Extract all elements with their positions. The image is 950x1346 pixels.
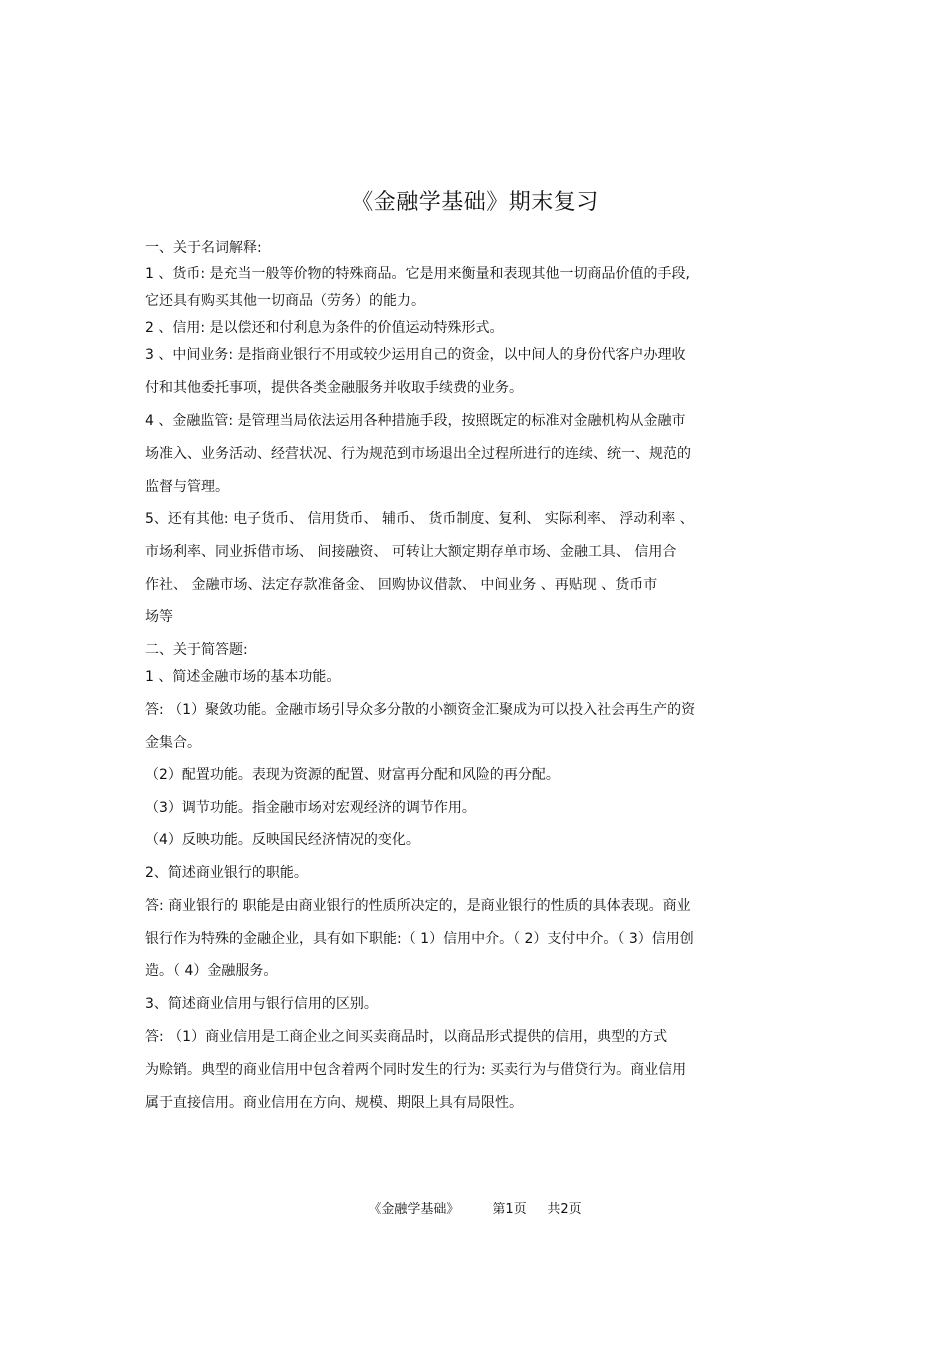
- text-line: （3）调节功能。指金融市场对宏观经济的调节作用。: [145, 800, 476, 816]
- text-line: 3 、中间业务: 是指商业银行不用或较少运用自己的资金，以中间人的身份代客户办理收: [145, 347, 686, 363]
- footer-total-pages: 共2页: [547, 1202, 582, 1217]
- text-line: 2 、信用: 是以偿还和付利息为条件的价值运动特殊形式。: [145, 320, 504, 336]
- text-line: 作社、 金融市场、法定存款准备金、 回购协议借款、 中间业务 、再贴现 、货币市: [145, 577, 658, 593]
- text-line: 5、还有其他: 电子货币、 信用货币、 辅币、 货币制度、复利、 实际利率、 浮动利率 、: [145, 511, 694, 527]
- text-line: （4）反映功能。反映国民经济情况的变化。: [145, 832, 420, 848]
- page-title: 《金融学基础》期末复习: [351, 190, 599, 215]
- text-line: （2）配置功能。表现为资源的配置、财富再分配和风险的再分配。: [145, 767, 560, 783]
- text-line: 答: （1）商业信用是工商企业之间买卖商品时，以商品形式提供的信用，典型的方式: [145, 1029, 668, 1045]
- text-line: 付和其他委托事项，提供各类金融服务并收取手续费的业务。: [145, 380, 523, 396]
- page-footer: [0, 1198, 950, 1217]
- question-heading: 3、简述商业信用与银行信用的区别。: [145, 996, 378, 1012]
- footer-page-number: 第1页: [492, 1202, 527, 1217]
- question-heading: 2、简述商业银行的职能。: [145, 865, 308, 881]
- text-line: 答: 商业银行的 职能是由商业银行的性质所决定的，是商业银行的性质的具体表现。商业: [145, 898, 691, 914]
- text-line: 属于直接信用。商业信用在方向、规模、期限上具有局限性。: [145, 1095, 523, 1111]
- text-line: 为赊销。典型的商业信用中包含着两个同时发生的行为: 买卖行为与借贷行为。商业信用: [145, 1062, 687, 1078]
- text-line: 银行作为特殊的金融企业，具有如下职能:（ 1）信用中介。（ 2）支付中介。（ 3）信用创: [145, 931, 694, 947]
- text-line: 4 、金融监管: 是管理当局依法运用各种措施手段，按照既定的标准对金融机构从金融市: [145, 413, 686, 429]
- section-heading-short-answer: 二、关于简答题:: [145, 642, 248, 658]
- footer-book-title: 《金融学基础》: [368, 1202, 460, 1217]
- text-line: 1 、货币: 是充当一般等价物的特殊商品。它是用来衡量和表现其他一切商品价值的手段,: [145, 266, 690, 282]
- text-line: 市场利率、同业拆借市场、 间接融资、 可转让大额定期存单市场、金融工具、 信用合: [145, 544, 677, 560]
- text-line: 金集合。: [145, 735, 201, 751]
- text-line: 场准入、业务活动、经营状况、行为规范到市场退出全过程所进行的连续、统一、规范的: [145, 446, 691, 462]
- text-line: 它还具有购买其他一切商品（劳务）的能力。: [145, 293, 425, 309]
- text-line: 造。（ 4）金融服务。: [145, 963, 278, 979]
- text-line: 答: （1）聚敛功能。金融市场引导众多分散的小额资金汇聚成为可以投入社会再生产的资: [145, 702, 696, 718]
- section-heading-terms: 一、关于名词解释:: [145, 240, 262, 256]
- text-line: 场等: [145, 609, 173, 625]
- text-line: 监督与管理。: [145, 479, 229, 495]
- question-heading: 1 、简述金融市场的基本功能。: [145, 669, 341, 685]
